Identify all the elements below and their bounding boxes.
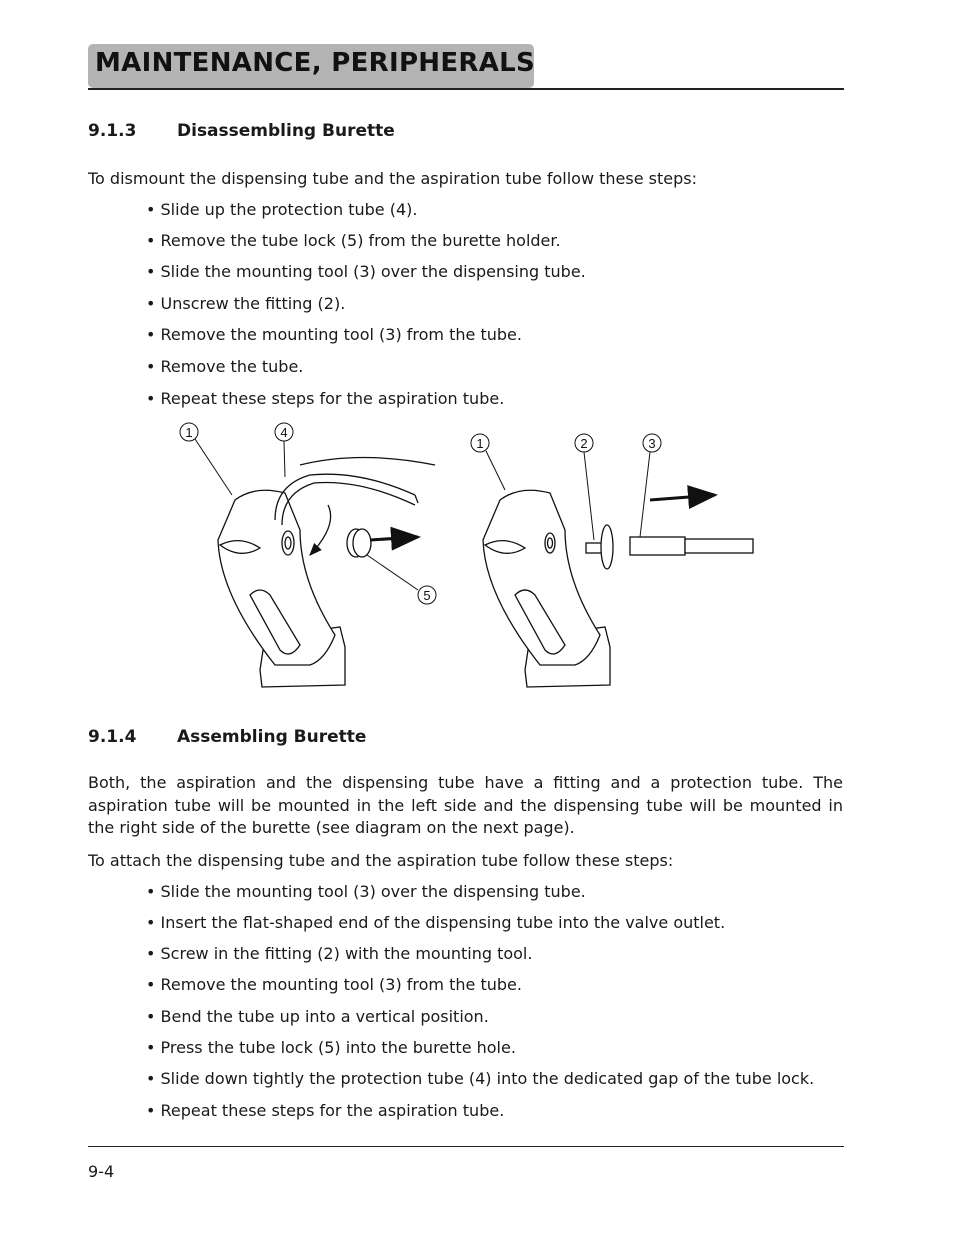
burette-holder-right (483, 490, 753, 687)
header-rule (88, 88, 844, 90)
section-heading-disassembling (88, 121, 395, 141)
callout-label: 1 (476, 436, 484, 451)
section-number: 9.1.3 (88, 121, 137, 141)
burette-holder-left (218, 458, 435, 688)
list-item: • Slide down tightly the protection tube (4) into the dedicated gap of the tube lock. (146, 1069, 815, 1088)
list-item: • Remove the mounting tool (3) from the tube. (146, 325, 522, 344)
list-item: • Remove the mounting tool (3) from the tube. (146, 975, 522, 994)
callout-label: 4 (280, 425, 288, 440)
burette-disassembly-diagram (160, 415, 770, 695)
list-item: • Slide the mounting tool (3) over the dispensing tube. (146, 882, 586, 901)
page-number: 9-4 (88, 1162, 115, 1181)
assembly-intro: To attach the dispensing tube and the aspiration tube follow these steps: (88, 851, 674, 870)
list-item: • Remove the tube. (146, 357, 304, 376)
assembly-description: Both, the aspiration and the dispensing tube have a fitting and a protection tube. The aspiration tube will be mounted in the left side and the dispensing tube will be mounted in the right side of the burette (see diagram on the next page). (88, 773, 843, 837)
disassembly-intro: To dismount the dispensing tube and the aspiration tube follow these steps: (88, 169, 697, 188)
section-title: Disassembling Burette (177, 121, 395, 141)
callout-label: 3 (648, 436, 656, 451)
section-heading-assembling (88, 727, 366, 747)
list-item: • Screw in the fitting (2) with the mounting tool. (146, 944, 533, 963)
list-item: • Unscrew the fitting (2). (146, 294, 346, 313)
list-item: • Bend the tube up into a vertical position. (146, 1007, 489, 1026)
list-item: • Repeat these steps for the aspiration tube. (146, 1101, 505, 1120)
list-item: • Press the tube lock (5) into the burette hole. (146, 1038, 516, 1057)
chapter-title: MAINTENANCE, PERIPHERALS (95, 48, 536, 78)
list-item: • Insert the flat-shaped end of the dispensing tube into the valve outlet. (146, 913, 726, 932)
callout-label: 2 (580, 436, 588, 451)
callout-label: 1 (185, 425, 193, 440)
list-item: • Remove the tube lock (5) from the burette holder. (146, 231, 561, 250)
footer-rule (88, 1146, 844, 1147)
list-item: • Slide the mounting tool (3) over the dispensing tube. (146, 262, 586, 281)
callout-label: 5 (423, 588, 431, 603)
list-item: • Slide up the protection tube (4). (146, 200, 418, 219)
list-item: • Repeat these steps for the aspiration tube. (146, 389, 505, 408)
section-number: 9.1.4 (88, 727, 137, 747)
section-title: Assembling Burette (177, 727, 367, 747)
